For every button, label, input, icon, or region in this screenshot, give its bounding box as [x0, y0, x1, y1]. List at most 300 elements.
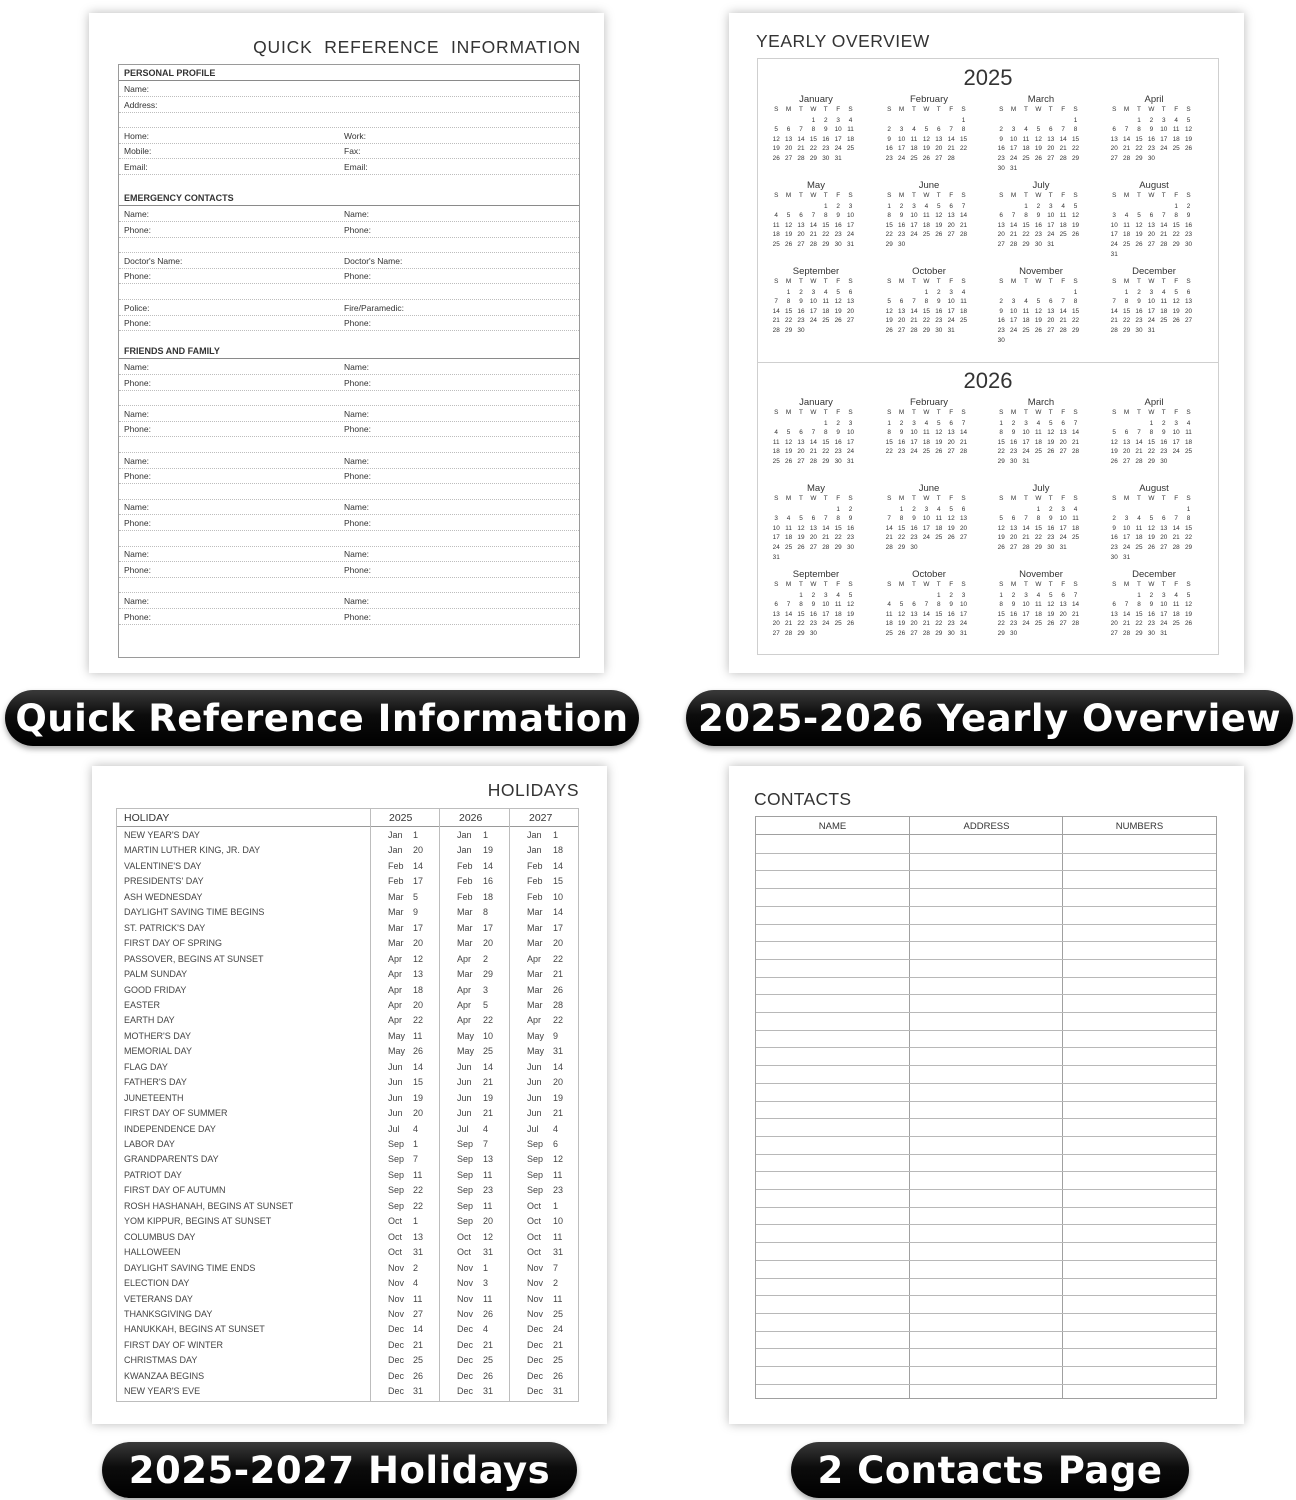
day-number: 17: [1147, 307, 1155, 315]
form-row: [119, 285, 579, 300]
week-row: [1108, 428, 1200, 438]
day-number: 6: [1061, 419, 1065, 427]
holiday-name: FLAG DAY: [124, 1061, 168, 1072]
holiday-day: 1: [483, 1262, 489, 1273]
month-name: April: [1144, 397, 1164, 408]
day-number: 16: [834, 438, 842, 446]
holiday-day: 11: [553, 1231, 563, 1242]
holiday-day: 14: [413, 1324, 424, 1335]
day-number: 16: [797, 307, 805, 315]
day-number: 24: [898, 154, 906, 162]
week-row: [995, 164, 1087, 174]
week-row: [1108, 316, 1200, 326]
week-row: [770, 553, 862, 563]
contact-row: [756, 994, 1216, 995]
day-number: 25: [772, 457, 780, 465]
week-row: [770, 457, 862, 467]
holiday-row: [117, 936, 578, 951]
weekday-label: F: [949, 192, 954, 199]
holiday-day: 19: [483, 1092, 494, 1103]
day-number: 23: [834, 231, 842, 239]
day-number: [1120, 250, 1132, 260]
yearly-overview-page: [729, 13, 1244, 673]
day-number: 4: [924, 419, 929, 427]
day-number: 14: [1022, 524, 1030, 532]
month-name: August: [1139, 180, 1169, 191]
day-number: 15: [885, 221, 893, 229]
holiday-day: 18: [553, 845, 564, 856]
day-number: 26: [947, 534, 955, 542]
day-number: 5: [836, 288, 840, 296]
weekday-label: F: [1061, 581, 1066, 588]
day-number: 24: [959, 620, 968, 628]
week-row: [770, 240, 862, 250]
year-title: 2025: [963, 65, 1013, 90]
day-number: 21: [809, 231, 817, 239]
holiday-row: [117, 859, 578, 874]
section-heading-label: FRIENDS AND FAMILY: [124, 346, 220, 356]
holiday-month: Apr: [388, 969, 403, 980]
week-row: [883, 125, 975, 135]
form-row: [119, 532, 579, 547]
holiday-month: Oct: [527, 1216, 542, 1227]
holiday-month: Sep: [527, 1154, 544, 1165]
form-row: [119, 422, 579, 437]
day-number: 5: [899, 601, 904, 609]
day-number: 6: [811, 515, 816, 523]
week-row: [883, 202, 975, 212]
holiday-row: [117, 1122, 578, 1137]
day-number: 23: [898, 231, 906, 239]
day-number: [782, 591, 794, 601]
week-row: [1108, 250, 1200, 260]
week-row: [1108, 610, 1200, 620]
day-number: 23: [1110, 543, 1118, 551]
day-number: 26: [1034, 154, 1042, 162]
day-number: [995, 288, 1007, 298]
day-number: [1057, 288, 1069, 298]
holiday-row: [117, 1075, 578, 1090]
day-number: 9: [836, 429, 840, 437]
day-number: 17: [846, 221, 855, 229]
weekday-label: W: [923, 106, 930, 113]
week-row: [883, 230, 975, 240]
weekday-label: T: [799, 278, 803, 285]
day-number: 18: [772, 448, 780, 456]
day-number: 24: [809, 317, 817, 325]
month-calendar: [883, 180, 975, 250]
day-number: [1045, 288, 1057, 298]
weekday-label: F: [949, 278, 954, 285]
weekday-label: S: [1112, 106, 1117, 113]
holiday-name: PASSOVER, BEGINS AT SUNSET: [124, 953, 264, 964]
contact-row: [756, 959, 1216, 960]
month-name: March: [1027, 397, 1055, 408]
week-row: [1108, 600, 1200, 610]
day-number: 14: [1123, 135, 1131, 143]
day-number: 2: [1036, 202, 1041, 210]
holiday-day: 20: [553, 938, 564, 949]
day-number: 10: [1010, 135, 1018, 143]
day-number: [807, 202, 819, 212]
day-number: 26: [997, 543, 1005, 551]
day-number: 24: [1110, 240, 1118, 248]
weekday-label: T: [936, 106, 941, 113]
day-number: 18: [1022, 317, 1030, 325]
contacts-page: [729, 766, 1244, 1424]
day-number: 14: [959, 429, 968, 437]
holiday-day: 31: [553, 1046, 564, 1057]
day-number: 23: [1010, 448, 1018, 456]
weekday-label: T: [936, 278, 941, 285]
day-number: 19: [1034, 317, 1042, 325]
day-number: 18: [1034, 610, 1042, 618]
day-number: [807, 505, 819, 515]
month-name: December: [1132, 266, 1176, 277]
day-number: 13: [1059, 601, 1067, 609]
day-number: [1108, 505, 1120, 515]
weekday-label: F: [1061, 495, 1066, 502]
weekday-label: M: [785, 409, 792, 416]
day-number: 23: [947, 620, 955, 628]
form-row: [119, 500, 579, 515]
week-row: [883, 600, 975, 610]
day-number: 16: [935, 307, 943, 315]
weekday-label: T: [1024, 106, 1028, 113]
day-number: 24: [910, 231, 918, 239]
holiday-month: Jul: [457, 1123, 469, 1134]
day-number: 28: [910, 326, 918, 334]
day-number: 13: [797, 221, 805, 229]
day-number: 6: [1186, 288, 1191, 296]
day-number: 20: [947, 221, 955, 229]
field-label: Name:: [124, 84, 150, 94]
weekday-label: S: [961, 495, 966, 502]
weekday-label: F: [1174, 495, 1179, 502]
field-label: Address:: [124, 99, 158, 110]
day-number: 4: [1024, 126, 1028, 134]
day-number: 30: [997, 336, 1005, 344]
month-name: July: [1032, 180, 1050, 191]
day-number: 7: [786, 601, 791, 609]
day-number: 4: [1073, 505, 1078, 513]
holiday-month: Jun: [527, 1108, 542, 1119]
day-number: [1069, 543, 1081, 553]
day-number: 9: [1137, 298, 1141, 306]
day-number: 2: [1186, 202, 1191, 210]
month-calendar: [995, 266, 1087, 345]
weekday-label: T: [912, 106, 916, 113]
weekday-header: [1108, 277, 1200, 287]
weekday-label: W: [923, 409, 930, 416]
holiday-name: ST. PATRICK'S DAY: [124, 922, 206, 933]
day-number: [933, 116, 945, 126]
weekday-header: [1108, 494, 1200, 504]
holiday-day: 22: [553, 953, 564, 964]
day-number: [995, 505, 1007, 515]
holiday-month: Feb: [527, 891, 543, 902]
day-number: 25: [1172, 145, 1180, 153]
week-row: [995, 154, 1087, 164]
week-row: [995, 428, 1087, 438]
day-number: 7: [1124, 601, 1129, 609]
day-number: [957, 326, 969, 336]
day-number: 26: [885, 326, 893, 334]
day-number: [995, 116, 1007, 126]
weekday-label: S: [1112, 409, 1117, 416]
contact-row: [756, 1384, 1216, 1385]
weekday-label: S: [774, 106, 779, 113]
week-row: [995, 316, 1087, 326]
day-number: 12: [1184, 126, 1193, 134]
day-number: 31: [947, 326, 955, 334]
holiday-day: 25: [553, 1355, 564, 1366]
day-number: 4: [836, 591, 840, 599]
holiday-name: COLUMBUS DAY: [124, 1231, 196, 1242]
week-row: [1108, 419, 1200, 429]
quick-reference-page: [89, 13, 604, 673]
weekday-label: M: [898, 581, 905, 588]
day-number: 23: [1047, 534, 1055, 542]
day-number: 4: [786, 515, 791, 523]
day-number: 13: [1110, 135, 1118, 143]
day-number: 10: [846, 429, 855, 437]
holiday-month: Jun: [527, 1092, 542, 1103]
day-number: 17: [922, 524, 930, 532]
field-label: Phone:: [124, 318, 151, 329]
day-number: 4: [1036, 419, 1041, 427]
day-number: 28: [809, 240, 817, 248]
holiday-day: 13: [413, 969, 424, 980]
day-number: 8: [1186, 515, 1191, 523]
holiday-day: 22: [483, 1015, 494, 1026]
day-number: 3: [961, 591, 966, 599]
month-name: August: [1139, 483, 1169, 494]
weekday-label: S: [774, 495, 779, 502]
day-number: 25: [885, 629, 893, 637]
day-number: 10: [1010, 307, 1018, 315]
holiday-day: 20: [483, 938, 494, 949]
week-row: [770, 116, 862, 126]
day-number: [1020, 505, 1032, 515]
day-number: 22: [797, 620, 805, 628]
day-number: 19: [797, 534, 805, 542]
weekday-label: T: [1048, 581, 1053, 588]
day-number: 7: [949, 126, 953, 134]
day-number: 15: [898, 524, 906, 532]
day-number: 13: [1110, 610, 1118, 618]
day-number: 24: [1160, 145, 1168, 153]
month-calendar: [995, 397, 1087, 467]
day-number: [945, 116, 957, 126]
holiday-month: Feb: [457, 860, 473, 871]
day-number: [1170, 250, 1182, 260]
weekday-label: T: [1137, 106, 1141, 113]
day-number: 4: [1161, 288, 1166, 296]
day-number: 4: [774, 429, 778, 437]
day-number: 18: [1135, 534, 1143, 542]
weekday-label: T: [1137, 278, 1141, 285]
weekday-label: M: [785, 581, 792, 588]
holiday-name: ASH WEDNESDAY: [124, 891, 203, 902]
day-number: 14: [1160, 221, 1168, 229]
day-number: 1: [823, 202, 828, 210]
holiday-month: Sep: [457, 1216, 474, 1227]
day-number: 8: [1124, 298, 1129, 306]
day-number: 28: [922, 629, 930, 637]
weekday-label: M: [898, 278, 905, 285]
weekday-label: W: [1035, 495, 1042, 502]
day-number: 12: [997, 524, 1005, 532]
day-number: [820, 326, 832, 336]
week-row: [1108, 297, 1200, 307]
month-name: December: [1132, 569, 1176, 580]
day-number: 31: [1059, 543, 1067, 551]
weekday-label: F: [1061, 192, 1066, 199]
day-number: 18: [1071, 524, 1080, 532]
form-row: [119, 144, 579, 159]
day-number: 3: [949, 288, 953, 296]
weekday-header: [770, 408, 862, 418]
holiday-day: 10: [553, 891, 564, 902]
day-number: [933, 543, 945, 553]
day-number: 11: [1022, 307, 1030, 315]
day-number: 12: [1110, 438, 1118, 446]
day-number: 29: [997, 629, 1005, 637]
day-number: [1032, 288, 1044, 298]
weekday-label: T: [936, 495, 941, 502]
holiday-month: Dec: [388, 1324, 405, 1335]
day-number: 16: [1147, 610, 1155, 618]
day-number: [1170, 457, 1182, 467]
day-number: 12: [1135, 221, 1143, 229]
day-number: 7: [1174, 515, 1178, 523]
day-number: 14: [1172, 524, 1180, 532]
day-number: 8: [999, 601, 1003, 609]
holiday-row: [117, 843, 578, 858]
holiday-name: FIRST DAY OF SPRING: [124, 938, 223, 949]
day-number: 14: [1071, 601, 1080, 609]
day-number: 14: [885, 524, 893, 532]
day-number: 1: [1124, 288, 1129, 296]
week-row: [883, 543, 975, 553]
day-number: 5: [887, 298, 891, 306]
day-number: 8: [899, 515, 904, 523]
day-number: 2: [949, 591, 953, 599]
day-number: [1170, 326, 1182, 336]
day-number: 15: [1135, 135, 1143, 143]
day-number: 10: [1022, 601, 1030, 609]
day-number: 12: [1047, 429, 1055, 437]
holiday-month: Nov: [527, 1262, 544, 1273]
contact-row: [756, 1101, 1216, 1102]
day-number: 5: [786, 212, 791, 220]
day-number: 7: [1073, 419, 1078, 427]
day-number: 27: [1123, 457, 1131, 465]
day-number: 23: [1184, 231, 1193, 239]
day-number: 6: [1048, 298, 1053, 306]
day-number: 20: [959, 524, 968, 532]
week-row: [770, 230, 862, 240]
holiday-day: 2: [553, 1278, 559, 1289]
weekday-label: T: [1048, 409, 1053, 416]
day-number: [1120, 419, 1132, 429]
week-row: [1108, 524, 1200, 534]
day-number: [782, 202, 794, 212]
day-number: 19: [772, 145, 780, 153]
holiday-day: 21: [553, 969, 564, 980]
day-number: 23: [910, 534, 918, 542]
day-number: 18: [922, 438, 930, 446]
day-number: 9: [836, 212, 840, 220]
day-number: 11: [923, 212, 930, 220]
week-row: [883, 288, 975, 298]
day-number: 12: [772, 135, 780, 143]
weekday-label: S: [1186, 106, 1191, 113]
day-number: [795, 553, 807, 563]
day-number: [1170, 154, 1182, 164]
day-number: 24: [1123, 543, 1131, 551]
holiday-row: [117, 967, 578, 982]
day-number: 9: [887, 135, 891, 143]
header-address: ADDRESS: [963, 821, 1010, 832]
day-number: 25: [772, 240, 780, 248]
holiday-month: Apr: [388, 1015, 403, 1026]
day-number: 8: [1036, 515, 1041, 523]
holiday-day: 2: [483, 953, 489, 964]
weekday-label: S: [1186, 278, 1191, 285]
day-number: 31: [846, 457, 855, 465]
day-number: [1020, 116, 1032, 126]
weekday-label: M: [785, 192, 792, 199]
day-number: 17: [834, 135, 842, 143]
day-number: 19: [834, 307, 842, 315]
weekday-label: T: [823, 495, 828, 502]
field-label: Home:: [124, 130, 150, 141]
day-number: [770, 591, 782, 601]
day-number: 26: [1147, 543, 1155, 551]
week-row: [995, 610, 1087, 620]
holiday-month: Mar: [388, 891, 404, 902]
day-number: 5: [1186, 591, 1191, 599]
week-row: [883, 591, 975, 601]
holiday-day: 4: [483, 1123, 489, 1134]
holiday-month: May: [457, 1030, 475, 1041]
holiday-month: Mar: [457, 969, 473, 980]
day-number: 3: [912, 419, 916, 427]
holiday-month: Feb: [527, 876, 543, 887]
holiday-month: Mar: [527, 907, 543, 918]
weekday-label: S: [848, 581, 853, 588]
holiday-day: 28: [553, 999, 564, 1010]
day-number: 11: [847, 126, 854, 134]
weekday-header: [1108, 408, 1200, 418]
weekday-label: S: [1073, 106, 1078, 113]
day-number: 3: [1149, 288, 1154, 296]
holiday-day: 11: [483, 1200, 493, 1211]
day-number: 15: [1147, 438, 1155, 446]
day-number: 27: [1047, 326, 1055, 334]
day-number: 19: [1135, 231, 1143, 239]
week-row: [995, 144, 1087, 154]
day-number: 12: [1047, 601, 1055, 609]
holiday-day: 31: [553, 1247, 564, 1258]
day-number: 8: [999, 429, 1003, 437]
day-number: 5: [1048, 591, 1053, 599]
day-number: 17: [910, 438, 918, 446]
day-number: 8: [799, 601, 803, 609]
day-number: 10: [1160, 601, 1168, 609]
